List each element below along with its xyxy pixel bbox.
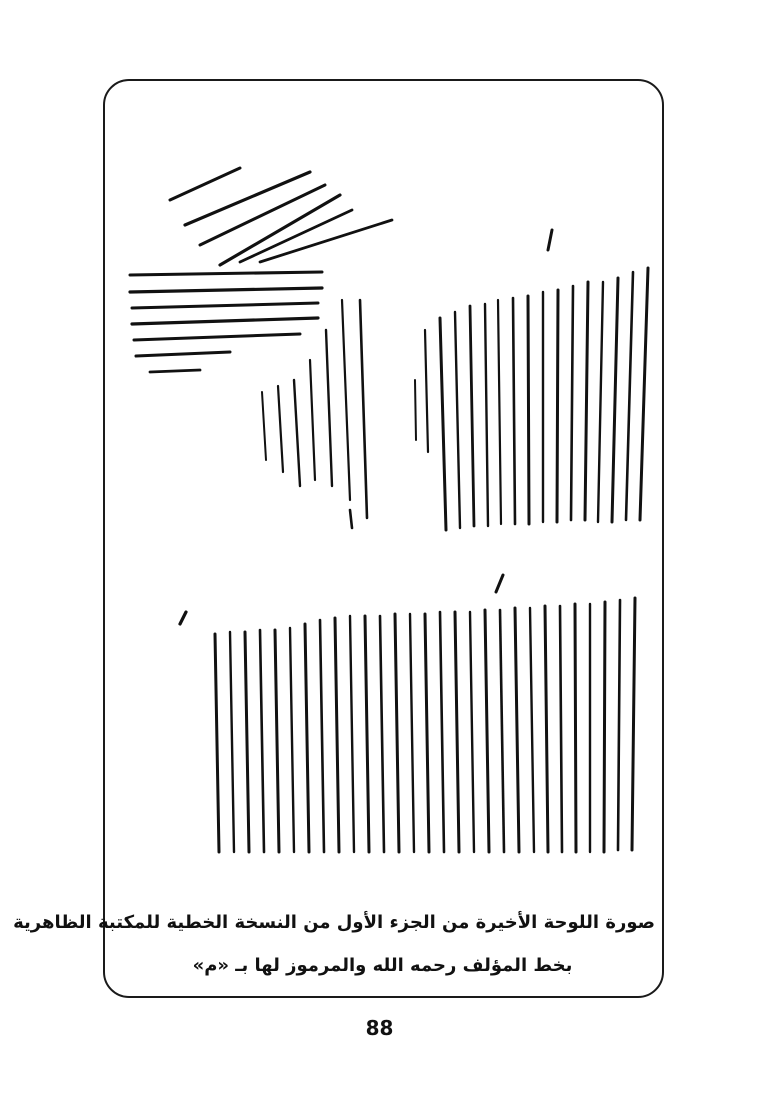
caption-line-1: صورة اللوحة الأخيرة من الجزء الأول من النسخة الخطية للمكتبة الظاهرية (13, 912, 655, 933)
page-number: 88 (365, 1016, 394, 1040)
caption-line-2: بخط المؤلف رحمه الله والمرموز لها بـ «م» (192, 955, 573, 976)
manuscript-upper-left-block (130, 168, 392, 528)
manuscript-upper-right-block (415, 230, 648, 530)
manuscript-lower-block (180, 575, 635, 852)
